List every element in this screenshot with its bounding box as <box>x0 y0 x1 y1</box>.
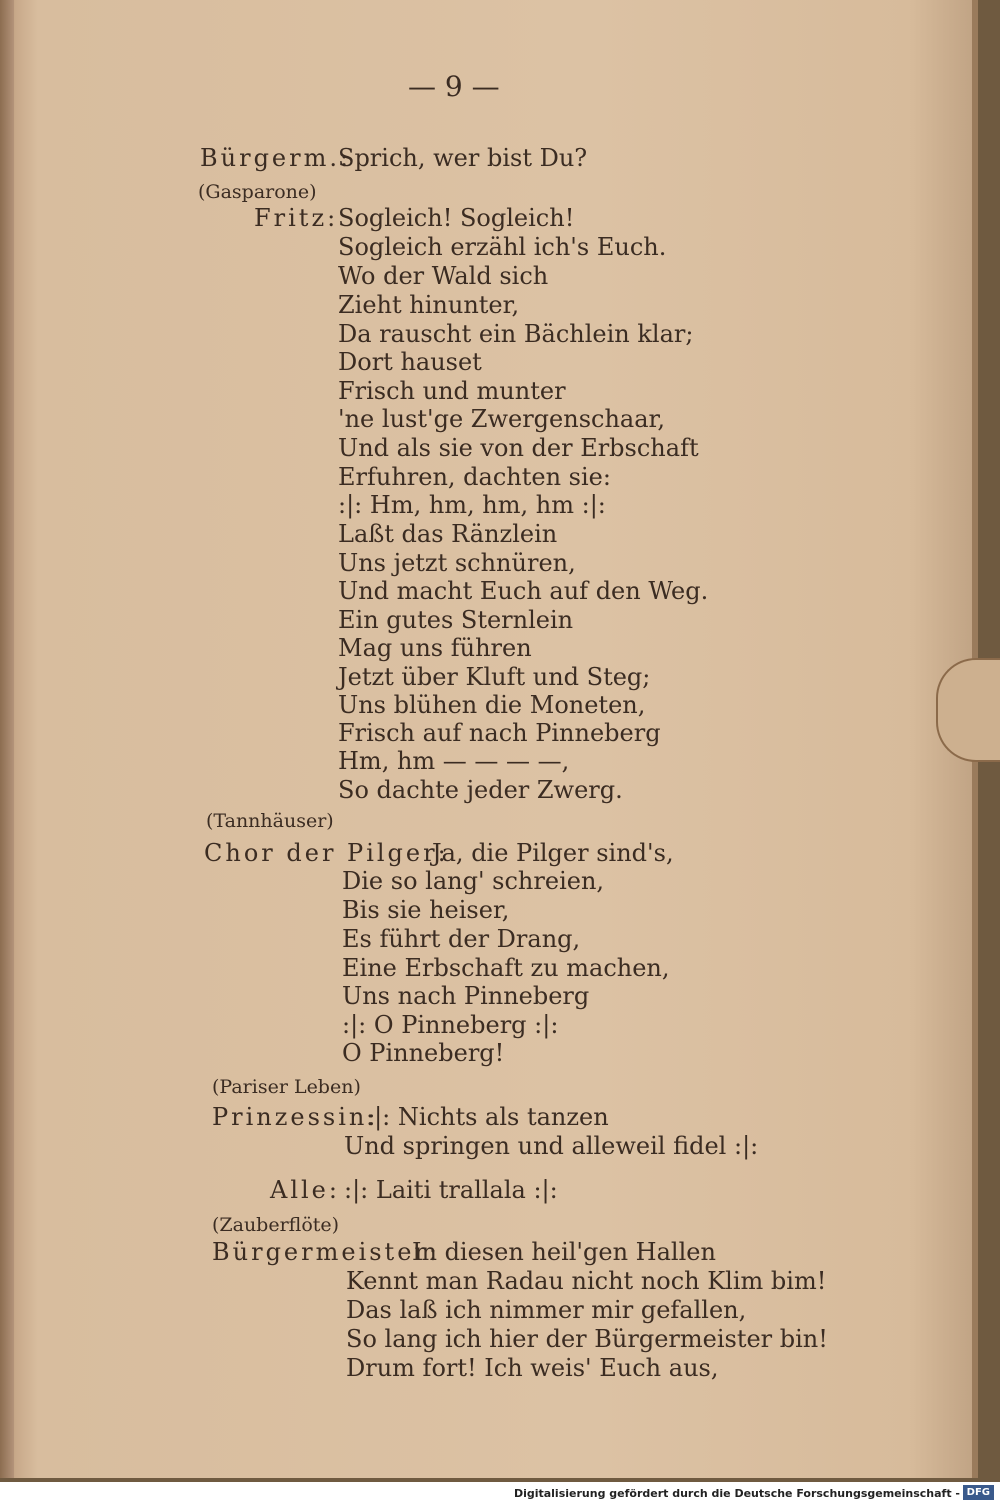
page-tab-marker <box>936 658 1000 762</box>
speaker-label: Bürgerm.: <box>200 144 352 172</box>
speaker-label: Bürgermeister: <box>212 1238 440 1266</box>
verse-line: So lang ich hier der Bürgermeister bin! <box>346 1325 828 1353</box>
verse-line: Uns blühen die Moneten, <box>338 691 646 719</box>
dfg-logo: DFG <box>963 1485 994 1500</box>
verse-line: Eine Erbschaft zu machen, <box>342 954 670 982</box>
speaker-label: Alle: <box>270 1176 340 1204</box>
footer-credit: Digitalisierung gefördert durch die Deutsche Forschungsgemeinschaft - <box>513 1487 960 1500</box>
verse-line: Laßt das Ränzlein <box>338 520 558 548</box>
verse-line: Erfuhren, dachten sie: <box>338 463 611 491</box>
verse-line: Frisch auf nach Pinneberg <box>338 719 661 747</box>
verse-line: Das laß ich nimmer mir gefallen, <box>346 1296 747 1324</box>
verse-line: Wo der Wald sich <box>338 262 549 290</box>
page-number: — 9 — <box>408 70 500 103</box>
stage-direction: (Pariser Leben) <box>212 1076 361 1098</box>
verse-line: 'ne lust'ge Zwergenschaar, <box>338 405 665 433</box>
verse-line: Ja, die Pilger sind's, <box>432 839 674 867</box>
verse-line: Ein gutes Sternlein <box>338 606 574 634</box>
verse-line: :|: Nichts als tanzen <box>366 1103 609 1131</box>
verse-line: Da rauscht ein Bächlein klar; <box>338 320 694 348</box>
stage-direction: (Zauberflöte) <box>212 1214 340 1236</box>
verse-line: Drum fort! Ich weis' Euch aus, <box>346 1354 719 1382</box>
verse-line: Zieht hinunter, <box>338 291 520 319</box>
verse-line: Uns nach Pinneberg <box>342 982 590 1010</box>
verse-line: :|: Hm, hm, hm, hm :|: <box>338 491 606 519</box>
speaker-label: Prinzessin: <box>212 1103 379 1131</box>
verse-line: Und macht Euch auf den Weg. <box>338 577 709 605</box>
verse-line: Dort hauset <box>338 348 482 376</box>
verse-line: Jetzt über Kluft und Steg; <box>338 663 651 691</box>
verse-line: Bis sie heiser, <box>342 896 510 924</box>
verse-line: Uns jetzt schnüren, <box>338 549 576 577</box>
verse-line: Frisch und munter <box>338 377 566 405</box>
verse-line: Mag uns führen <box>338 634 532 662</box>
digitization-footer <box>0 1482 1000 1506</box>
stage-direction: (Tannhäuser) <box>206 810 334 832</box>
verse-line: :|: O Pinneberg :|: <box>342 1011 559 1039</box>
speaker-label: Fritz: <box>254 204 339 232</box>
verse-line: :|: Laiti trallala :|: <box>344 1176 558 1204</box>
verse-line: Sogleich! Sogleich! <box>338 204 575 232</box>
verse-line: So dachte jeder Zwerg. <box>338 776 623 804</box>
verse-line: O Pinneberg! <box>342 1039 505 1067</box>
speaker-label: Chor der Pilger: <box>204 839 449 867</box>
verse-line: Es führt der Drang, <box>342 925 581 953</box>
verse-line: Sogleich erzähl ich's Euch. <box>338 233 667 261</box>
page-spine <box>0 0 14 1478</box>
verse-line: Hm, hm — — — —, <box>338 747 570 775</box>
verse-line: Und als sie von der Erbschaft <box>338 434 699 462</box>
stage-direction: (Gasparone) <box>198 181 317 203</box>
verse-line: Sprich, wer bist Du? <box>338 144 588 172</box>
verse-line: Kennt man Radau nicht noch Klim bim! <box>346 1267 827 1295</box>
verse-line: In diesen heil'gen Hallen <box>412 1238 716 1266</box>
verse-line: Und springen und alleweil fidel :|: <box>344 1132 759 1160</box>
verse-line: Die so lang' schreien, <box>342 867 605 895</box>
